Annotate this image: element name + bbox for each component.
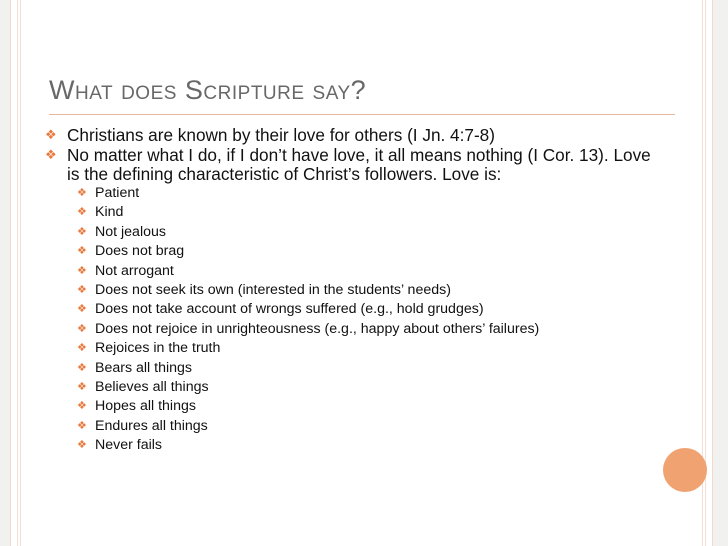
sub-bullet-item [67, 223, 665, 242]
sub-bullet-item [67, 436, 665, 455]
sub-bullet-item [67, 397, 665, 416]
sub-bullet-item [67, 339, 665, 358]
diamond-bullet-icon: ❖ [45, 147, 57, 162]
sub-bullet-item [67, 281, 665, 300]
diamond-bullet-icon: ❖ [77, 187, 87, 199]
sub-bullet-item [67, 242, 665, 261]
sub-bullet-text: Patient [95, 185, 140, 201]
sub-bullet-list [67, 184, 665, 456]
bullet-item [45, 126, 665, 145]
sub-bullet-item [67, 320, 665, 339]
sub-bullet-item [67, 300, 665, 319]
diamond-bullet-icon: ❖ [77, 303, 87, 316]
sub-bullet-text: Hopes all things [95, 398, 196, 415]
sub-bullet-item [67, 262, 665, 281]
border-line [20, 0, 21, 546]
decorative-circle [663, 448, 707, 492]
sub-bullet-text: Does not seek its own (interested in the students’ needs) [95, 282, 451, 299]
sub-bullet-item [67, 359, 665, 378]
slide [10, 0, 713, 546]
bullet-list [45, 126, 665, 457]
sub-bullet-text: Believes all things [95, 379, 209, 396]
border-line [17, 0, 18, 546]
diamond-bullet-icon: ❖ [77, 284, 87, 297]
diamond-bullet-icon: ❖ [77, 264, 87, 277]
diamond-bullet-icon: ❖ [77, 342, 87, 355]
bullet-text: No matter what I do, if I don’t have love, it all means nothing (I Cor. 13). Love is the defining characteristic of Christ’s followers. Love is: [67, 145, 651, 184]
sub-bullet-text: Does not rejoice in unrighteousness (e.g., happy about others’ failures) [95, 320, 540, 337]
diamond-bullet-icon: ❖ [77, 361, 87, 374]
diamond-bullet-icon: ❖ [77, 225, 87, 238]
sub-bullet-item [67, 184, 665, 203]
bullet-text: Christians are known by their love for others (I Jn. 4:7-8) [67, 125, 495, 145]
sub-bullet-item [67, 378, 665, 397]
sub-bullet-text: Endures all things [95, 417, 208, 434]
diamond-bullet-icon: ❖ [77, 381, 87, 394]
diamond-bullet-icon: ❖ [77, 206, 87, 219]
sub-bullet-item [67, 203, 665, 222]
diamond-bullet-icon: ❖ [77, 322, 87, 335]
sub-bullet-text: Does not take account of wrongs suffered (e.g., hold grudges) [95, 301, 484, 318]
diamond-bullet-icon: ❖ [77, 245, 87, 258]
slide-title: What does Scripture say? [49, 75, 367, 105]
diamond-bullet-icon: ❖ [77, 419, 87, 432]
sub-bullet-text: Rejoices in the truth [95, 340, 221, 357]
diamond-bullet-icon: ❖ [77, 400, 87, 413]
sub-bullet-text: Bears all things [95, 359, 192, 376]
sub-bullet-item [67, 417, 665, 436]
sub-bullet-text: Never fails [95, 437, 163, 454]
sub-bullet-text: Kind [95, 204, 124, 221]
title-underline [49, 114, 675, 115]
sub-bullet-text: Does not brag [95, 243, 185, 260]
bullet-item [45, 146, 665, 456]
sub-bullet-text: Not arrogant [95, 262, 174, 279]
sub-bullet-text: Not jealous [95, 223, 166, 240]
diamond-bullet-icon: ❖ [77, 439, 87, 452]
diamond-bullet-icon: ❖ [45, 127, 57, 142]
